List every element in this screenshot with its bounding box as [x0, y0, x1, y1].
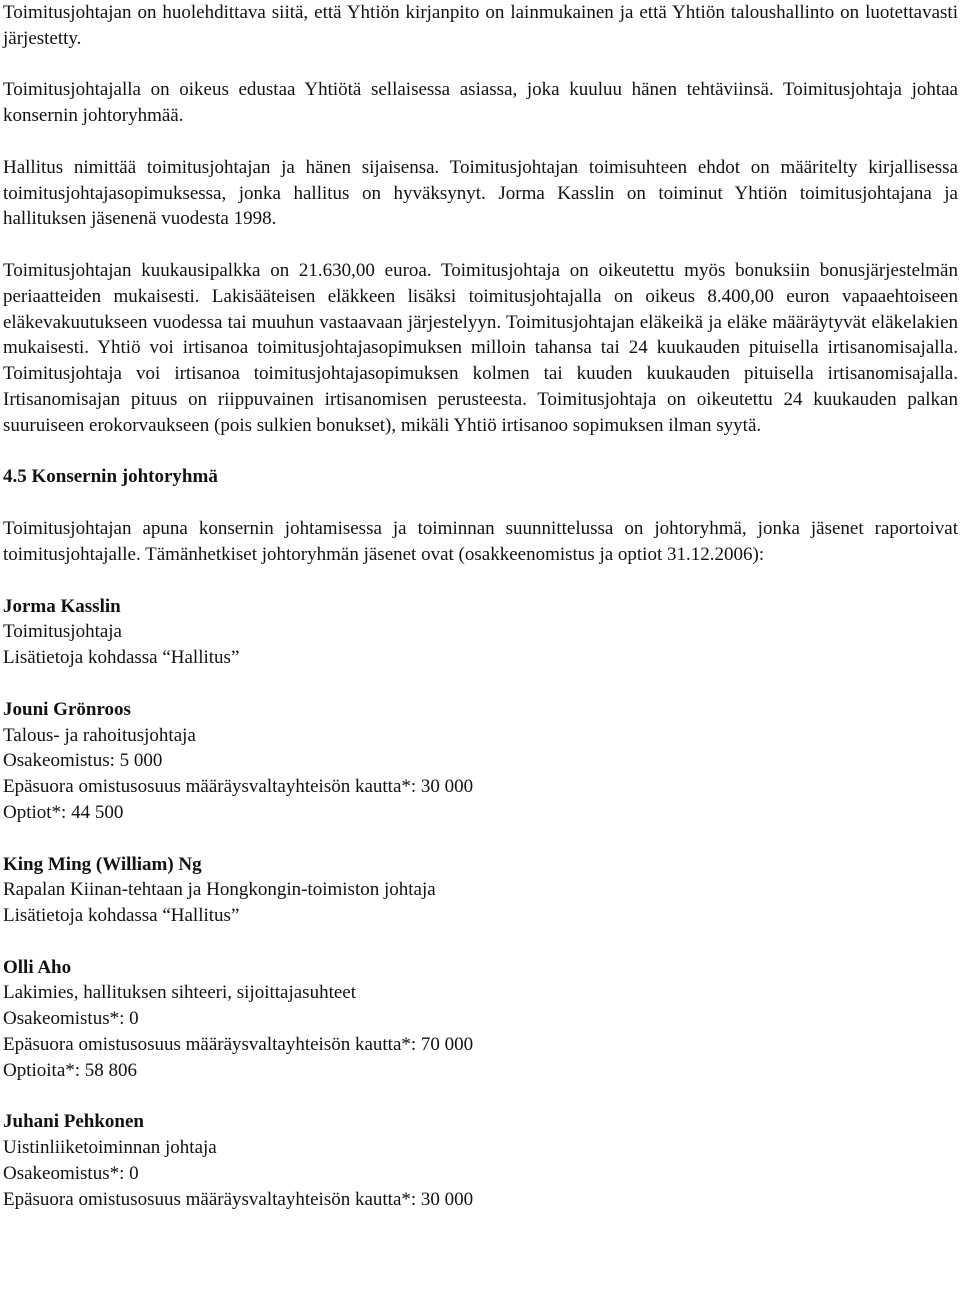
paragraph-representation: Toimitusjohtajalla on oikeus edustaa Yhtiötä sellaisessa asiassa, joka kuuluu hänen tehtäviinsä. Toimitusjohtaja johtaa konsernin johtoryhmää.: [3, 79, 958, 127]
member-detail: Lakimies, hallituksen sihteeri, sijoittajasuhteet: [3, 982, 357, 1004]
member-block: [3, 697, 958, 826]
paragraph-accounting: Toimitusjohtajan on huolehdittava siitä, että Yhtiön kirjanpito on lainmukainen ja että Yhtiön taloushallinto on luotettavasti järjestetty.: [3, 2, 958, 49]
paragraph-appointment: Hallitus nimittää toimitusjohtajan ja hänen sijaisensa. Toimitusjohtajan toimisuhteen ehdot on määritelty kirjallisessa toimitusjohtajasopimuksessa, jonka hallitus on hyväksynyt. Jorma Kasslin on toiminut Yhtiön toimitusjohtajana ja hallituksen jäsenenä vuodesta 1998.: [3, 156, 958, 230]
member-detail: Rapalan Kiinan-tehtaan ja Hongkongin-toimiston johtaja: [3, 879, 436, 901]
member-detail: Osakeomistus*: 0: [3, 1163, 139, 1185]
member-name: Jouni Grönroos: [3, 698, 131, 720]
member-detail: Epäsuora omistusosuus määräysvaltayhteisön kautta*: 30 000: [3, 776, 474, 798]
member-detail: Talous- ja rahoitusjohtaja: [3, 724, 196, 746]
section-heading: 4.5 Konsernin johtoryhmä: [3, 466, 218, 488]
member-detail: Lisätietoja kohdassa “Hallitus”: [3, 647, 240, 669]
member-detail: Epäsuora omistusosuus määräysvaltayhteisön kautta*: 70 000: [3, 1034, 474, 1056]
member-block: [3, 852, 958, 929]
member-detail: Epäsuora omistusosuus määräysvaltayhteisön kautta*: 30 000: [3, 1188, 474, 1210]
member-detail: Toimitusjohtaja: [3, 621, 122, 643]
section-intro: Toimitusjohtajan apuna konsernin johtamisessa ja toiminnan suunnittelussa on johtoryhmä, jonka jäsenet raportoivat toimitusjohtajalle. Tämänhetkiset johtoryhmän jäsenet ovat (osakkeenomistus ja optiot 31.12.2006):: [3, 518, 958, 565]
member-block: [3, 1109, 958, 1212]
member-detail: Uistinliiketoiminnan johtaja: [3, 1137, 217, 1159]
member-detail: Optiot*: 44 500: [3, 801, 124, 823]
member-detail: Osakeomistus*: 0: [3, 1008, 139, 1030]
paragraph-compensation: Toimitusjohtajan kuukausipalkka on 21.630,00 euroa. Toimitusjohtaja on oikeutettu myös bonuksiin bonusjärjestelmän periaatteiden mukaisesti. Lakisääteisen eläkkeen lisäksi toimitusjohtajalla on oikeus 8.400,00 euron vapaaehtoiseen eläkevakuutukseen vuodessa tai muuhun vastaavaan järjestelyyn. Toimitusjohtajan eläkeikä ja eläke määräytyvät eläkelakien mukaisesti. Yhtiö voi irtisanoa toimitusjohtajasopimuksen milloin tahansa tai 24 kuukauden pituisella irtisanomisajalla. Toimitusjohtaja voi irtisanoa toimitusjohtajasopimuksen kolmen tai kuuden kuukauden pituisella irtisanomisajalla. Irtisanomisajan pituus on riippuvainen irtisanomisen perusteesta. Toimitusjohtaja on oikeutettu 24 kuukauden palkan suuruiseen erokorvaukseen (pois sulkien bonukset), mikäli Yhtiö irtisanoo sopimuksen ilman syytä.: [3, 259, 958, 436]
member-detail: Optioita*: 58 806: [3, 1059, 138, 1081]
member-block: [3, 594, 958, 671]
member-name: Juhani Pehkonen: [3, 1111, 144, 1133]
member-name: King Ming (William) Ng: [3, 853, 202, 875]
member-name: Olli Aho: [3, 956, 72, 978]
member-detail: Osakeomistus: 5 000: [3, 750, 163, 772]
member-block: [3, 955, 958, 1084]
member-detail: Lisätietoja kohdassa “Hallitus”: [3, 905, 240, 927]
member-name: Jorma Kasslin: [3, 595, 121, 617]
